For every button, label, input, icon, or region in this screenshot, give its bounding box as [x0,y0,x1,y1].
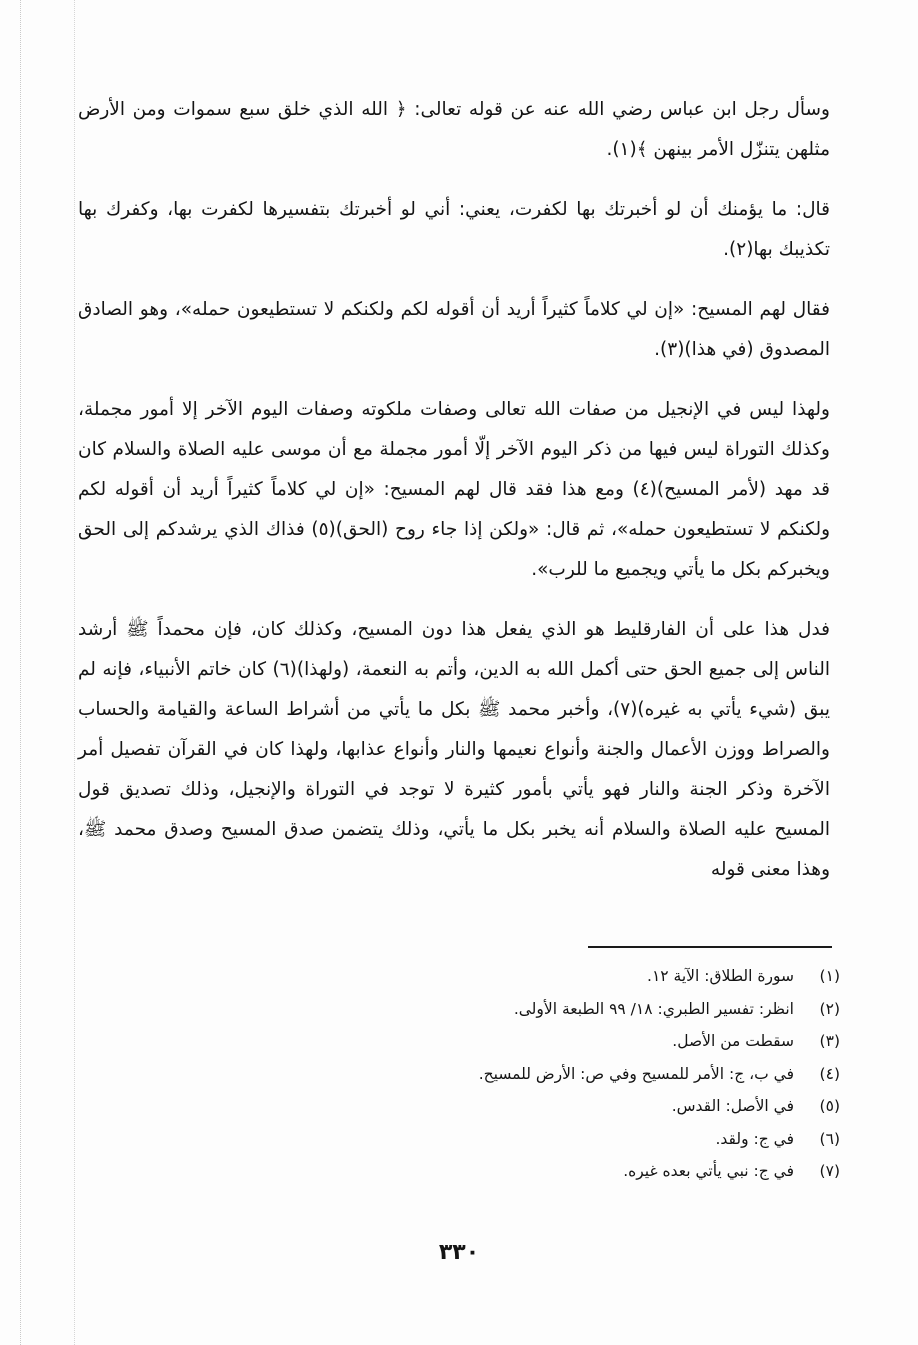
footnote-number: (٤) [819,1064,840,1083]
footnote-number: (٧) [819,1162,840,1180]
main-text [78,90,830,910]
footnotes-list [300,960,840,1188]
footnote-item [300,1025,840,1058]
footnote-number: (٣) [819,1032,840,1050]
footnote-separator [588,946,832,948]
paragraph: فدل هذا على أن الفارقليط هو الذي يفعل هذا دون المسيح، وكذلك كان، فإن محمداً ﷺ أرشد الناس إلى جميع الحق حتى أكمل الله به الدين، وأتم به النعمة، (ولهذا)(٦) كان خاتم الأنبياء، فإنه لم يبق (شيء يأتي به غيره)(٧)، وأخبر محمد ﷺ بكل ما يأتي من أشراط الساعة والقيامة والحساب والصراط ووزن الأعمال والجنة وأنواع نعيمها والنار وأنواع عذابها، ولهذا كان في القرآن تفصيل أمر الآخرة وذكر الجنة والنار فهو يأتي بأمور كثيرة لا توجد في التوراة والإنجيل، وذلك تصديق قول المسيح عليه الصلاة والسلام أنه يخبر بكل ما يأتي، وذلك يتضمن صدق المسيح وصدق محمد ﷺ، وهذا معنى قوله [78,619,830,880]
footnote-number: (١) [819,967,840,985]
paragraph: فقال لهم المسيح: «إن لي كلاماً كثيراً أريد أن أقوله لكم ولكنكم لا تستطيعون حمله»، وهو الصادق المصدوق (في هذا)(٣). [78,299,830,360]
footnote-item [300,1155,840,1188]
paragraph: ولهذا ليس في الإنجيل من صفات الله تعالى وصفات ملكوته وصفات اليوم الآخر إلا أمور مجملة، وكذلك التوراة ليس فيها من ذكر اليوم الآخر إلّا أمور مجملة مع أن موسى عليه الصلاة والسلام كان قد مهد (لأمر المسيح)(٤) ومع هذا فقد قال لهم المسيح: «إن لي كلاماً كثيراً أريد أن أقوله لكم ولكنكم لا تستطيعون حمله»، ثم قال: «ولكن إذا جاء روح (الحق)(٥) فذاك الذي يرشدكم إلى الحق ويخبركم بكل ما يأتي ويجميع ما للرب». [78,399,831,580]
footnote-text: انظر: تفسير الطبري: ١٨/ ٩٩ الطبعة الأولى. [513,999,794,1018]
footnote-text: في ج: نبي يأتي بعده غيره. [623,1162,794,1180]
footnote-item [300,1090,840,1123]
footnote-text: في ج: ولقد. [715,1129,794,1148]
footnote-item [300,1123,840,1156]
footnote-item [300,1058,840,1091]
scan-artifact-line [74,0,75,1345]
footnote-text: في الأصل: القدس. [671,1097,794,1115]
footnote-item [300,993,840,1026]
scan-artifact-line [20,0,21,1345]
footnote-text: سورة الطلاق: الآية ١٢. [647,967,794,985]
footnote-item [300,960,840,993]
paragraph: قال: ما يؤمنك أن لو أخبرتك بها لكفرت، يعني: أني لو أخبرتك بتفسيرها لكفرت بها، وكفرك بها تكذيبك بها(٢). [78,199,830,260]
footnote-number: (٢) [819,999,840,1018]
paragraph: وسأل رجل ابن عباس رضي الله عنه عن قوله تعالى: ﴿ الله الذي خلق سبع سموات ومن الأرض مثلهن يتنزّل الأمر بينهن ﴾(١). [78,99,830,160]
footnote-number: (٦) [819,1129,840,1148]
footnote-text: في ب، ج: الأمر للمسيح وفي ص: الأرض للمسيح. [478,1064,794,1083]
footnote-text: سقطت من الأصل. [672,1032,794,1050]
page-number: ٣٣٠ [438,1240,480,1265]
footnote-number: (٥) [819,1097,840,1115]
